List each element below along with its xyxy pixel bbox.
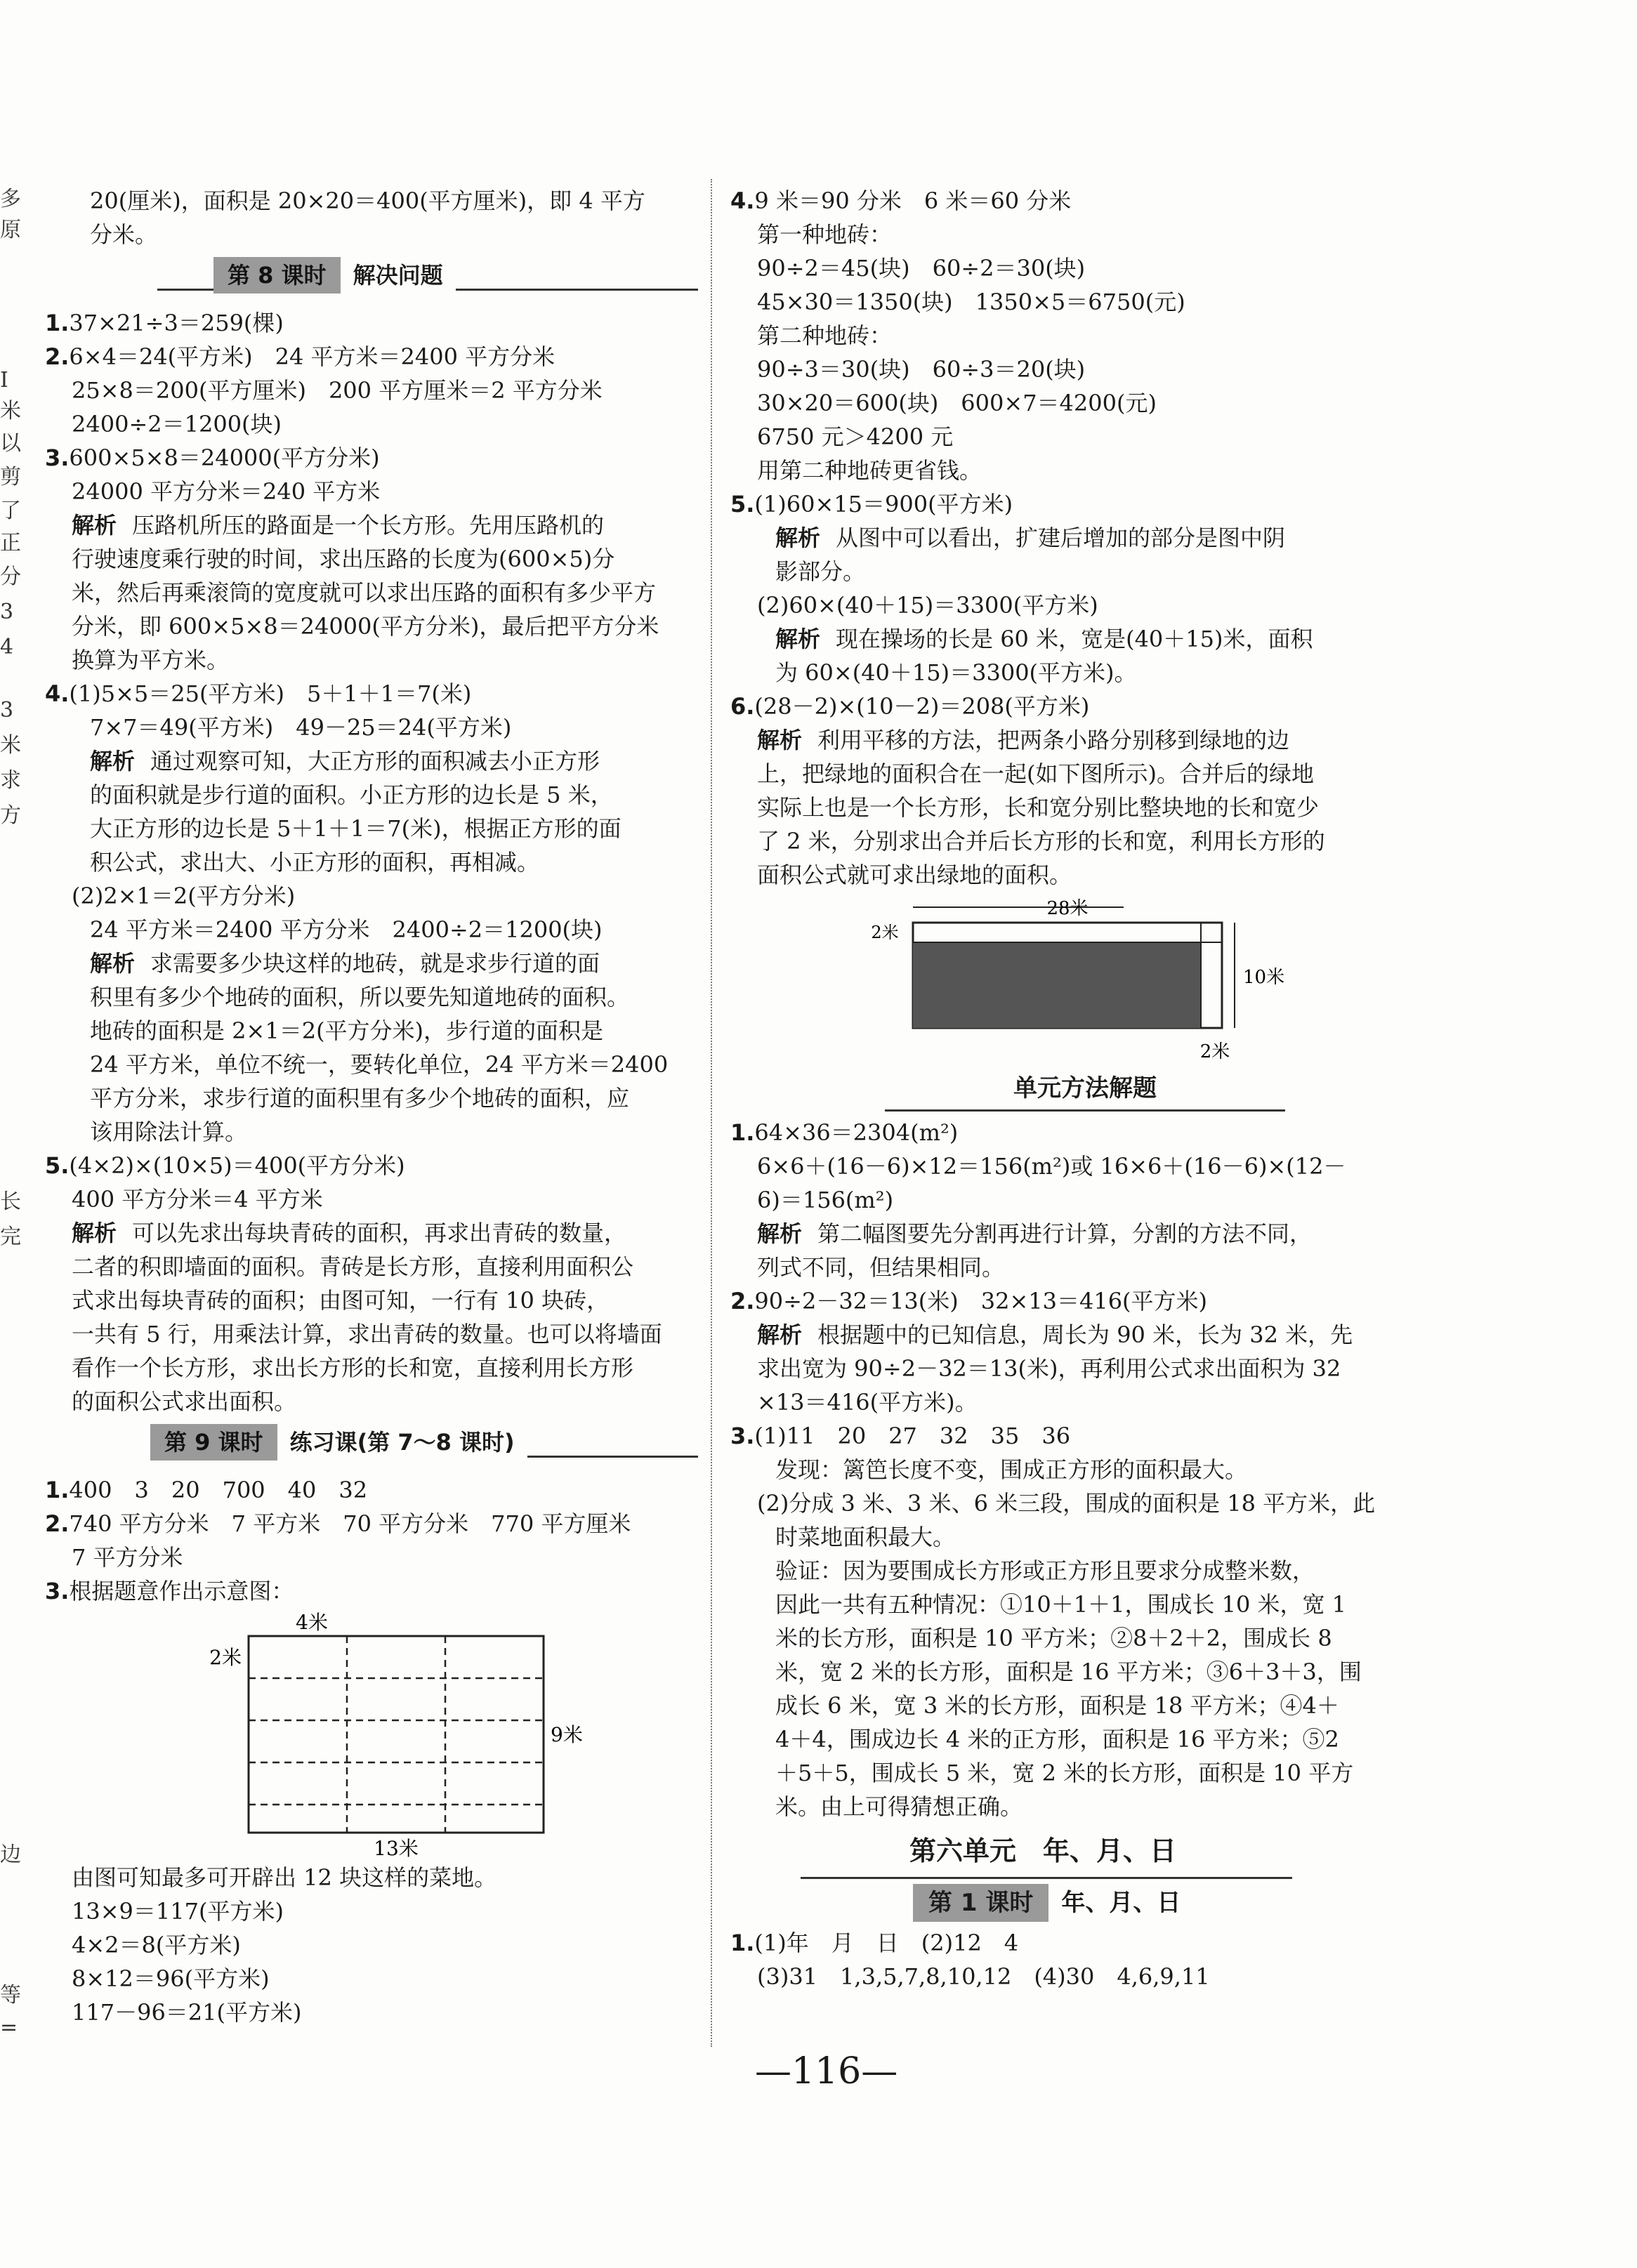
section-header-lesson-9: [45, 1421, 698, 1469]
item-number: 2.: [45, 343, 70, 370]
analysis-line: 二者的积即墙面的面积。青砖是长方形，直接利用面积公: [72, 1253, 634, 1280]
answer-text: (1)年 月 日 (2)12 4: [754, 1930, 1019, 1956]
lesson-title: 年、月、日: [1061, 1889, 1181, 1917]
answer-text: (1)11 20 27 32 35 36: [754, 1423, 1071, 1449]
analysis-line: 实际上也是一个长方形，长和宽分别比整块地的长和宽少: [757, 794, 1320, 821]
vegetable-plot-diagram: [206, 1608, 698, 1861]
item-number: 2.: [730, 1288, 755, 1314]
answer-line: [45, 1574, 698, 1608]
answer-text: 600×5×8＝24000(平方分米): [69, 444, 380, 471]
plot-dashed-grid: [249, 1636, 544, 1833]
header-rule: [801, 1877, 1292, 1879]
answer-line: [730, 1116, 1313, 1149]
analysis-line: [45, 947, 698, 980]
label-bottom: 13米: [374, 1837, 419, 1860]
label-right: 10米: [1243, 967, 1285, 988]
edge-char: 分: [0, 565, 21, 589]
answer-line: 米，宽 2 米的长方形，面积是 16 平方米；③6＋3＋3，围: [775, 1659, 1362, 1685]
analysis-line: 列式不同，但结果相同。: [757, 1254, 1005, 1281]
edge-char: =: [0, 2015, 18, 2040]
answer-line: 6×6＋(16－6)×12＝156(m²)或 16×6＋(16－6)×(12－: [757, 1153, 1346, 1180]
answer-line: 117－96＝21(平方米): [72, 1999, 302, 2026]
answer-text: 64×36＝2304(m²): [754, 1119, 959, 1146]
analysis-line: 影部分。: [775, 558, 866, 585]
item-number: 4.: [45, 680, 70, 707]
section-header-lesson-8: [45, 254, 698, 302]
item-number: 6.: [730, 693, 755, 720]
analysis-text: 可以先求出每块青砖的面积，再求出青砖的数量，: [132, 1220, 627, 1246]
section-header-lesson-1: [730, 1874, 1313, 1923]
edge-char: 3: [0, 698, 14, 723]
right-column: [730, 184, 1376, 1993]
column-divider: [711, 179, 712, 2047]
analysis-keyword: 解析: [72, 512, 117, 539]
lesson-label: 第 1 课时: [913, 1884, 1048, 1922]
answer-line: 30×20＝600(块) 600×7＝4200(元): [757, 390, 1157, 416]
analysis-line: 为 60×(40＋15)＝3300(平方米)。: [775, 659, 1137, 686]
analysis-keyword: 解析: [72, 1220, 117, 1246]
analysis-line: 该用除法计算。: [90, 1119, 248, 1145]
answer-text: (4×2)×(10×5)＝400(平方分米): [69, 1152, 405, 1179]
answer-line: (2)2×1＝2(平方分米): [72, 883, 296, 909]
analysis-line: 积里有多少个地砖的面积，所以要先知道地砖的面积。: [90, 984, 630, 1010]
analysis-line: [730, 723, 1313, 757]
analysis-line: [730, 521, 1313, 555]
analysis-line: [45, 1216, 698, 1250]
edge-char: 4: [0, 635, 14, 659]
answer-line: [730, 184, 1313, 218]
edge-char: 求: [0, 768, 21, 793]
analysis-text: 求需要多少块这样的地砖，就是求步行道的面: [150, 950, 600, 977]
analysis-line: [730, 622, 1313, 656]
edge-char: 原: [0, 218, 21, 242]
answer-line: 13×9＝117(平方米): [72, 1898, 284, 1925]
edge-char: 了: [0, 499, 21, 523]
item-number: 1.: [45, 310, 70, 336]
analysis-line: [730, 1217, 1313, 1251]
edge-char: 以: [0, 431, 21, 456]
analysis-line: 行驶速度乘行驶的时间，求出压路的长度为(600×5)分: [72, 546, 615, 572]
lesson-label: 第 8 课时: [213, 257, 341, 294]
answer-line: 24000 平方分米＝240 平方米: [72, 478, 381, 505]
item-number: 5.: [730, 491, 755, 517]
analysis-line: 看作一个长方形，求出长方形的长和宽，直接利用长方形: [72, 1354, 634, 1381]
answer-line: [730, 1926, 1313, 1960]
answer-line: 第二种地砖：: [757, 322, 893, 349]
answer-line: (2)60×(40＋15)＝3300(平方米): [757, 592, 1098, 619]
lesson-label: 第 9 课时: [150, 1424, 277, 1461]
analysis-line: 式求出每块青砖的面积；由图可知，一行有 10 块砖，: [72, 1287, 610, 1314]
label-left: 2米: [209, 1646, 242, 1669]
answer-line: 400 平方分米＝4 平方米: [72, 1186, 323, 1213]
answer-line: 7 平方分米: [72, 1544, 183, 1571]
answer-line: 45×30＝1350(块) 1350×5＝6750(元): [757, 289, 1185, 315]
analysis-keyword: 解析: [775, 626, 821, 652]
answer-line: 米的长方形，面积是 10 平方米；②8＋2＋2，围成长 8: [775, 1625, 1332, 1651]
answer-text: 根据题意作出示意图：: [69, 1578, 294, 1604]
answer-text: (1)60×15＝900(平方米): [754, 491, 1013, 517]
shaded-green-area: [913, 942, 1201, 1028]
label-top: 28米: [1046, 898, 1089, 919]
answer-line: [45, 306, 698, 340]
answer-text: 740 平方分米 7 平方米 70 平方分米 770 平方厘米: [69, 1510, 631, 1537]
edge-char: 剪: [0, 465, 21, 489]
answer-line: [730, 487, 1313, 521]
answer-line: 6750 元＞4200 元: [757, 423, 954, 450]
edge-char: 方: [0, 803, 21, 828]
item-number: 3.: [45, 444, 70, 471]
analysis-line: 大正方形的边长是 5＋1＋1＝7(米)，根据正方形的面: [90, 815, 622, 842]
edge-char: 正: [0, 531, 21, 555]
label-top: 4米: [296, 1611, 328, 1634]
answer-line: 90÷2＝45(块) 60÷2＝30(块): [757, 255, 1086, 282]
answer-line: (3)31 1,3,5,7,8,10,12 (4)30 4,6,9,11: [757, 1963, 1210, 1990]
answer-line: [45, 340, 698, 374]
left-column: [45, 184, 698, 2029]
item-number: 1.: [730, 1930, 755, 1956]
analysis-line: 的面积公式求出面积。: [72, 1388, 297, 1415]
analysis-line: 米，然后再乘滚筒的宽度就可以求出压路的面积有多少平方: [72, 579, 657, 606]
answer-line: 4×2＝8(平方米): [72, 1932, 241, 1958]
answer-line: 90÷3＝30(块) 60÷3＝20(块): [757, 356, 1086, 383]
page-number: —116—: [755, 2050, 898, 2092]
answer-line: ＋5＋5，围成长 5 米，宽 2 米的长方形，面积是 10 平方: [775, 1760, 1354, 1786]
answer-text: 37×21÷3＝259(棵): [69, 310, 284, 336]
item-number: 3.: [45, 1578, 70, 1604]
analysis-line: 的面积就是步行道的面积。小正方形的边长是 5 米，: [90, 782, 613, 808]
green-space-diagram: [730, 892, 1285, 1067]
text-line: 分米。: [90, 221, 158, 248]
answer-line: [730, 1419, 1313, 1453]
answer-line: [45, 1473, 698, 1507]
analysis-text: 现在操场的长是 60 米，宽是(40＋15)米，面积: [836, 626, 1313, 652]
answer-line: 8×12＝96(平方米): [72, 1965, 270, 1992]
answer-line: [45, 1507, 698, 1541]
analysis-keyword: 解析: [757, 1321, 803, 1348]
analysis-line: [45, 744, 698, 778]
answer-line: 7×7＝49(平方米) 49－25＝24(平方米): [90, 714, 512, 741]
analysis-text: 压路机所压的路面是一个长方形。先用压路机的: [132, 512, 605, 539]
answer-line: 用第二种地砖更省钱。: [757, 457, 982, 484]
plot-outline: [249, 1636, 544, 1833]
answer-line: 时菜地面积最大。: [775, 1524, 956, 1550]
answer-line: 因此一共有五种情况：①10＋1＋1，围成长 10 米，宽 1: [775, 1591, 1347, 1618]
analysis-text: 根据题中的已知信息，周长为 90 米，长为 32 米，先: [817, 1321, 1353, 1348]
analysis-line: 地砖的面积是 2×1＝2(平方分米)，步行道的面积是: [90, 1017, 604, 1044]
label-left: 2米: [871, 923, 899, 942]
answer-line: [45, 441, 698, 475]
analysis-line: 了 2 米，分别求出合并后长方形的长和宽，利用长方形的: [757, 828, 1325, 855]
analysis-line: 积公式，求出大、小正方形的面积，再相减。: [90, 849, 540, 876]
answer-line: 成长 6 米，宽 3 米的长方形，面积是 18 平方米；④4＋: [775, 1692, 1339, 1719]
answer-line: 25×8＝200(平方厘米) 200 平方厘米＝2 平方分米: [72, 377, 603, 404]
edge-char: 3: [0, 600, 14, 624]
lesson-title: 练习课(第 7～8 课时): [277, 1424, 527, 1461]
analysis-line: [45, 508, 698, 542]
item-number: 4.: [730, 187, 755, 214]
analysis-keyword: 解析: [775, 525, 821, 551]
analysis-keyword: 解析: [90, 748, 136, 774]
answer-line: 发现：篱笆长度不变，围成正方形的面积最大。: [775, 1456, 1248, 1483]
answer-line: 米。由上可得猜想正确。: [775, 1793, 1023, 1820]
item-number: 2.: [45, 1510, 70, 1537]
answer-line: 24 平方米＝2400 平方分米 2400÷2＝1200(块): [90, 916, 603, 943]
analysis-text: 从图中可以看出，扩建后增加的部分是图中阴: [836, 525, 1286, 551]
edge-char: 等: [0, 1983, 21, 2007]
lesson-title: 解决问题: [341, 257, 456, 294]
item-number: 1.: [45, 1477, 70, 1503]
answer-line: 验证：因为要围成长方形或正方形且要求分成整米数，: [775, 1557, 1315, 1584]
analysis-line: 上，把绿地的面积合在一起(如下图所示)。合并后的绿地: [757, 760, 1314, 787]
analysis-line: 分米，即 600×5×8＝24000(平方分米)，最后把平方分米: [72, 613, 659, 640]
item-number: 3.: [730, 1423, 755, 1449]
item-number: 5.: [45, 1152, 70, 1179]
answer-text: 90÷2－32＝13(米) 32×13＝416(平方米): [754, 1288, 1208, 1314]
analysis-line: 换算为平方米。: [72, 647, 230, 673]
label-bottom: 2米: [1199, 1041, 1230, 1062]
analysis-line: 面积公式就可求出绿地的面积。: [757, 862, 1072, 888]
answer-line: 由图可知最多可开辟出 12 块这样的菜地。: [72, 1864, 497, 1891]
analysis-line: [730, 1318, 1353, 1352]
analysis-line: 求出宽为 90÷2－32＝13(米)，再利用公式求出面积为 32: [757, 1355, 1341, 1382]
answer-text: 6×4＝24(平方米) 24 平方米＝2400 平方分米: [69, 343, 555, 370]
analysis-line: 一共有 5 行，用乘法计算，求出青砖的数量。也可以将墙面: [72, 1321, 662, 1347]
answer-text: 9 米＝90 分米 6 米＝60 分米: [754, 187, 1072, 214]
answer-line: 6)＝156(m²): [757, 1187, 894, 1213]
unit-title: 第六单元 年、月、日: [909, 1835, 1176, 1866]
analysis-line: 平方分米，求步行道的面积里有多少个地砖的面积，应: [90, 1085, 630, 1112]
answer-line: [45, 677, 698, 711]
edge-char: 多: [0, 187, 21, 211]
edge-char: 完: [0, 1225, 21, 1249]
item-number: 1.: [730, 1119, 755, 1146]
edge-char: 米: [0, 399, 21, 423]
answer-text: (28－2)×(10－2)＝208(平方米): [754, 693, 1090, 720]
text-line: 20(厘米)，面积是 20×20＝400(平方厘米)，即 4 平方: [90, 187, 645, 214]
analysis-keyword: 解析: [757, 1220, 803, 1247]
edge-char: 米: [0, 733, 21, 758]
answer-line: [730, 1284, 1313, 1318]
method-section-title: 单元方法解题: [885, 1067, 1285, 1112]
analysis-text: 第二幅图要先分割再进行计算，分割的方法不同，: [817, 1220, 1313, 1247]
answer-line: 2400÷2＝1200(块): [72, 411, 282, 437]
analysis-text: 利用平移的方法，把两条小路分别移到绿地的边: [817, 727, 1290, 753]
edge-char: 长: [0, 1189, 21, 1214]
answer-line: [45, 1149, 698, 1182]
analysis-line: 24 平方米，单位不统一，要转化单位，24 平方米＝2400: [90, 1051, 669, 1078]
analysis-keyword: 解析: [90, 950, 136, 977]
edge-char: I: [0, 368, 8, 393]
answer-text: 400 3 20 700 40 32: [69, 1477, 368, 1503]
answer-line: (2)分成 3 米、3 米、6 米三段，围成的面积是 18 平方米，此: [757, 1490, 1376, 1517]
analysis-line: ×13＝416(平方米)。: [757, 1389, 978, 1416]
analysis-text: 通过观察可知，大正方形的面积减去小正方形: [150, 748, 600, 774]
label-right: 9米: [551, 1723, 583, 1746]
answer-line: 4＋4，围成边长 4 米的正方形，面积是 16 平方米；⑤2: [775, 1726, 1339, 1753]
answer-line: [730, 690, 1313, 723]
answer-text: (1)5×5＝25(平方米) 5＋1＋1＝7(米): [69, 680, 472, 707]
answer-line: 第一种地砖：: [757, 221, 893, 248]
analysis-keyword: 解析: [757, 727, 803, 753]
edge-char: 边: [0, 1842, 21, 1867]
